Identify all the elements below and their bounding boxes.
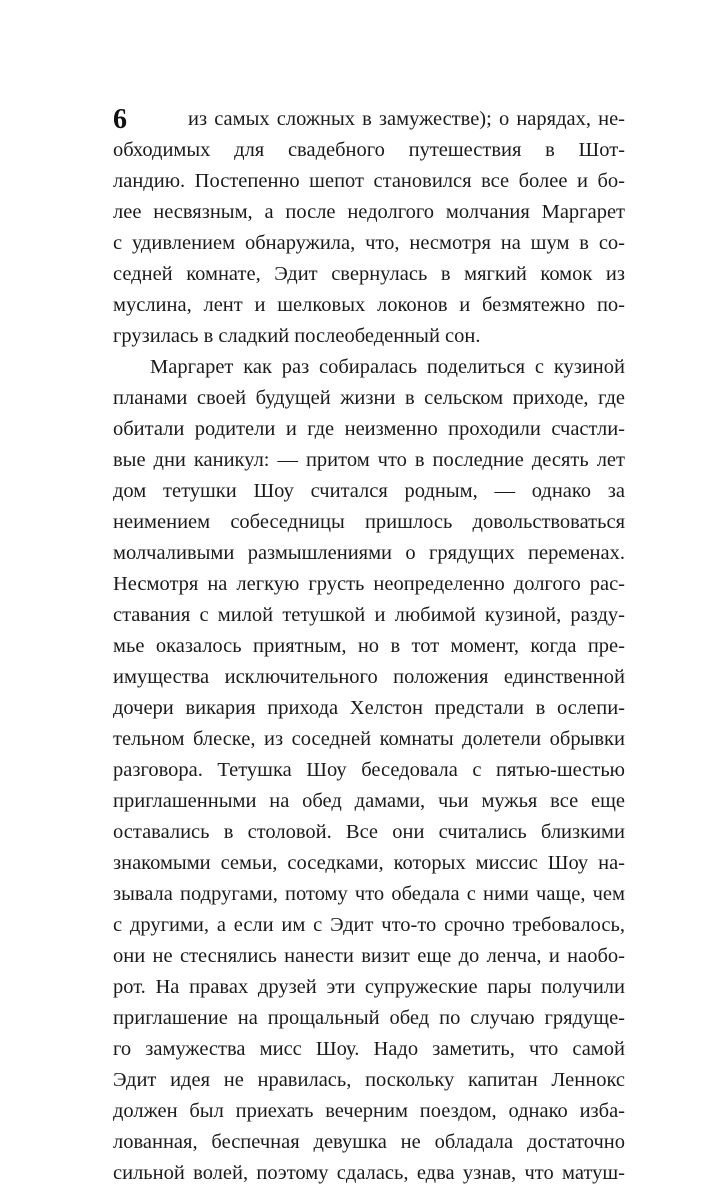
text-line: мье оказалось приятным, но в тот момент, когда пре- [113,635,625,657]
text-line: из самых сложных в замужестве); о нарядах, не- [188,108,625,130]
text-line: обитали родители и где неизменно проходили счастли- [113,418,625,440]
text-line: муслина, лент и шелковых локонов и безмятежно по- [113,294,625,316]
text-line: молчаливыми размышлениями о грядущих переменах. [113,542,625,564]
text-line: ставания с милой тетушкой и любимой кузиной, разду- [113,604,625,626]
text-line: с другими, а если им с Эдит что-то срочно требовалось, [113,914,625,936]
text-line: дом тетушки Шоу считался родным, — однако за [113,480,625,502]
text-line: планами своей будущей жизни в сельском приходе, где [113,387,625,409]
text-line: разговора. Тетушка Шоу беседовала с пятью-шестью [113,759,625,781]
text-line: имущества исключительного положения единственной [113,666,625,688]
paragraph-first-line: Маргарет как раз собиралась поделиться с кузиной [150,356,625,378]
text-line: лованная, беспечная девушка не обладала достаточно [113,1131,625,1153]
text-line: Несмотря на легкую грусть неопределенно долгого рас- [113,573,625,595]
text-line: седней комнате, Эдит свернулась в мягкий комок из [113,263,625,285]
text-line: Эдит идея не нравилась, поскольку капитан Леннокс [113,1069,625,1091]
text-line: приглашенными на обед дамами, чьи мужья все еще [113,790,625,812]
text-line: с удивлением обнаружила, что, несмотря на шум в со- [113,232,625,254]
text-line: вые дни каникул: — притом что в последние десять лет [113,449,625,471]
text-line: лее несвязным, а после недолгого молчания Маргарет [113,201,625,223]
text-line: обходимых для свадебного путешествия в Шот- [113,139,625,161]
text-line: дочери викария прихода Хелстон предстали в ослепи- [113,697,625,719]
text-line: ландию. Постепенно шепот становился все более и бо- [113,170,625,192]
text-line: они не стеснялись нанести визит еще до ленча, и наобо- [113,945,625,967]
text-line: рот. На правах друзей эти супружеские пары получили [113,976,625,998]
text-line: грузилась в сладкий послеобеденный сон. [113,325,481,347]
text-line: неимением собеседницы пришлось довольствоваться [113,511,625,533]
page-number: 6 [113,104,127,135]
text-line: зывала подругами, потому что обедала с ними чаще, чем [113,883,625,905]
text-line: оставались в столовой. Все они считались близкими [113,821,625,843]
text-line: тельном блеске, из соседней комнаты долетели обрывки [113,728,625,750]
text-line: сильной волей, поэтому сдалась, едва узнав, что матуш- [113,1162,625,1184]
text-line: знакомыми семьи, соседками, которых миссис Шоу на- [113,852,625,874]
text-line: го замужества мисс Шоу. Надо заметить, что самой [113,1038,625,1060]
text-line: должен был приехать вечерним поездом, однако изба- [113,1100,625,1122]
text-line: приглашение на прощальный обед по случаю грядуще- [113,1007,625,1029]
